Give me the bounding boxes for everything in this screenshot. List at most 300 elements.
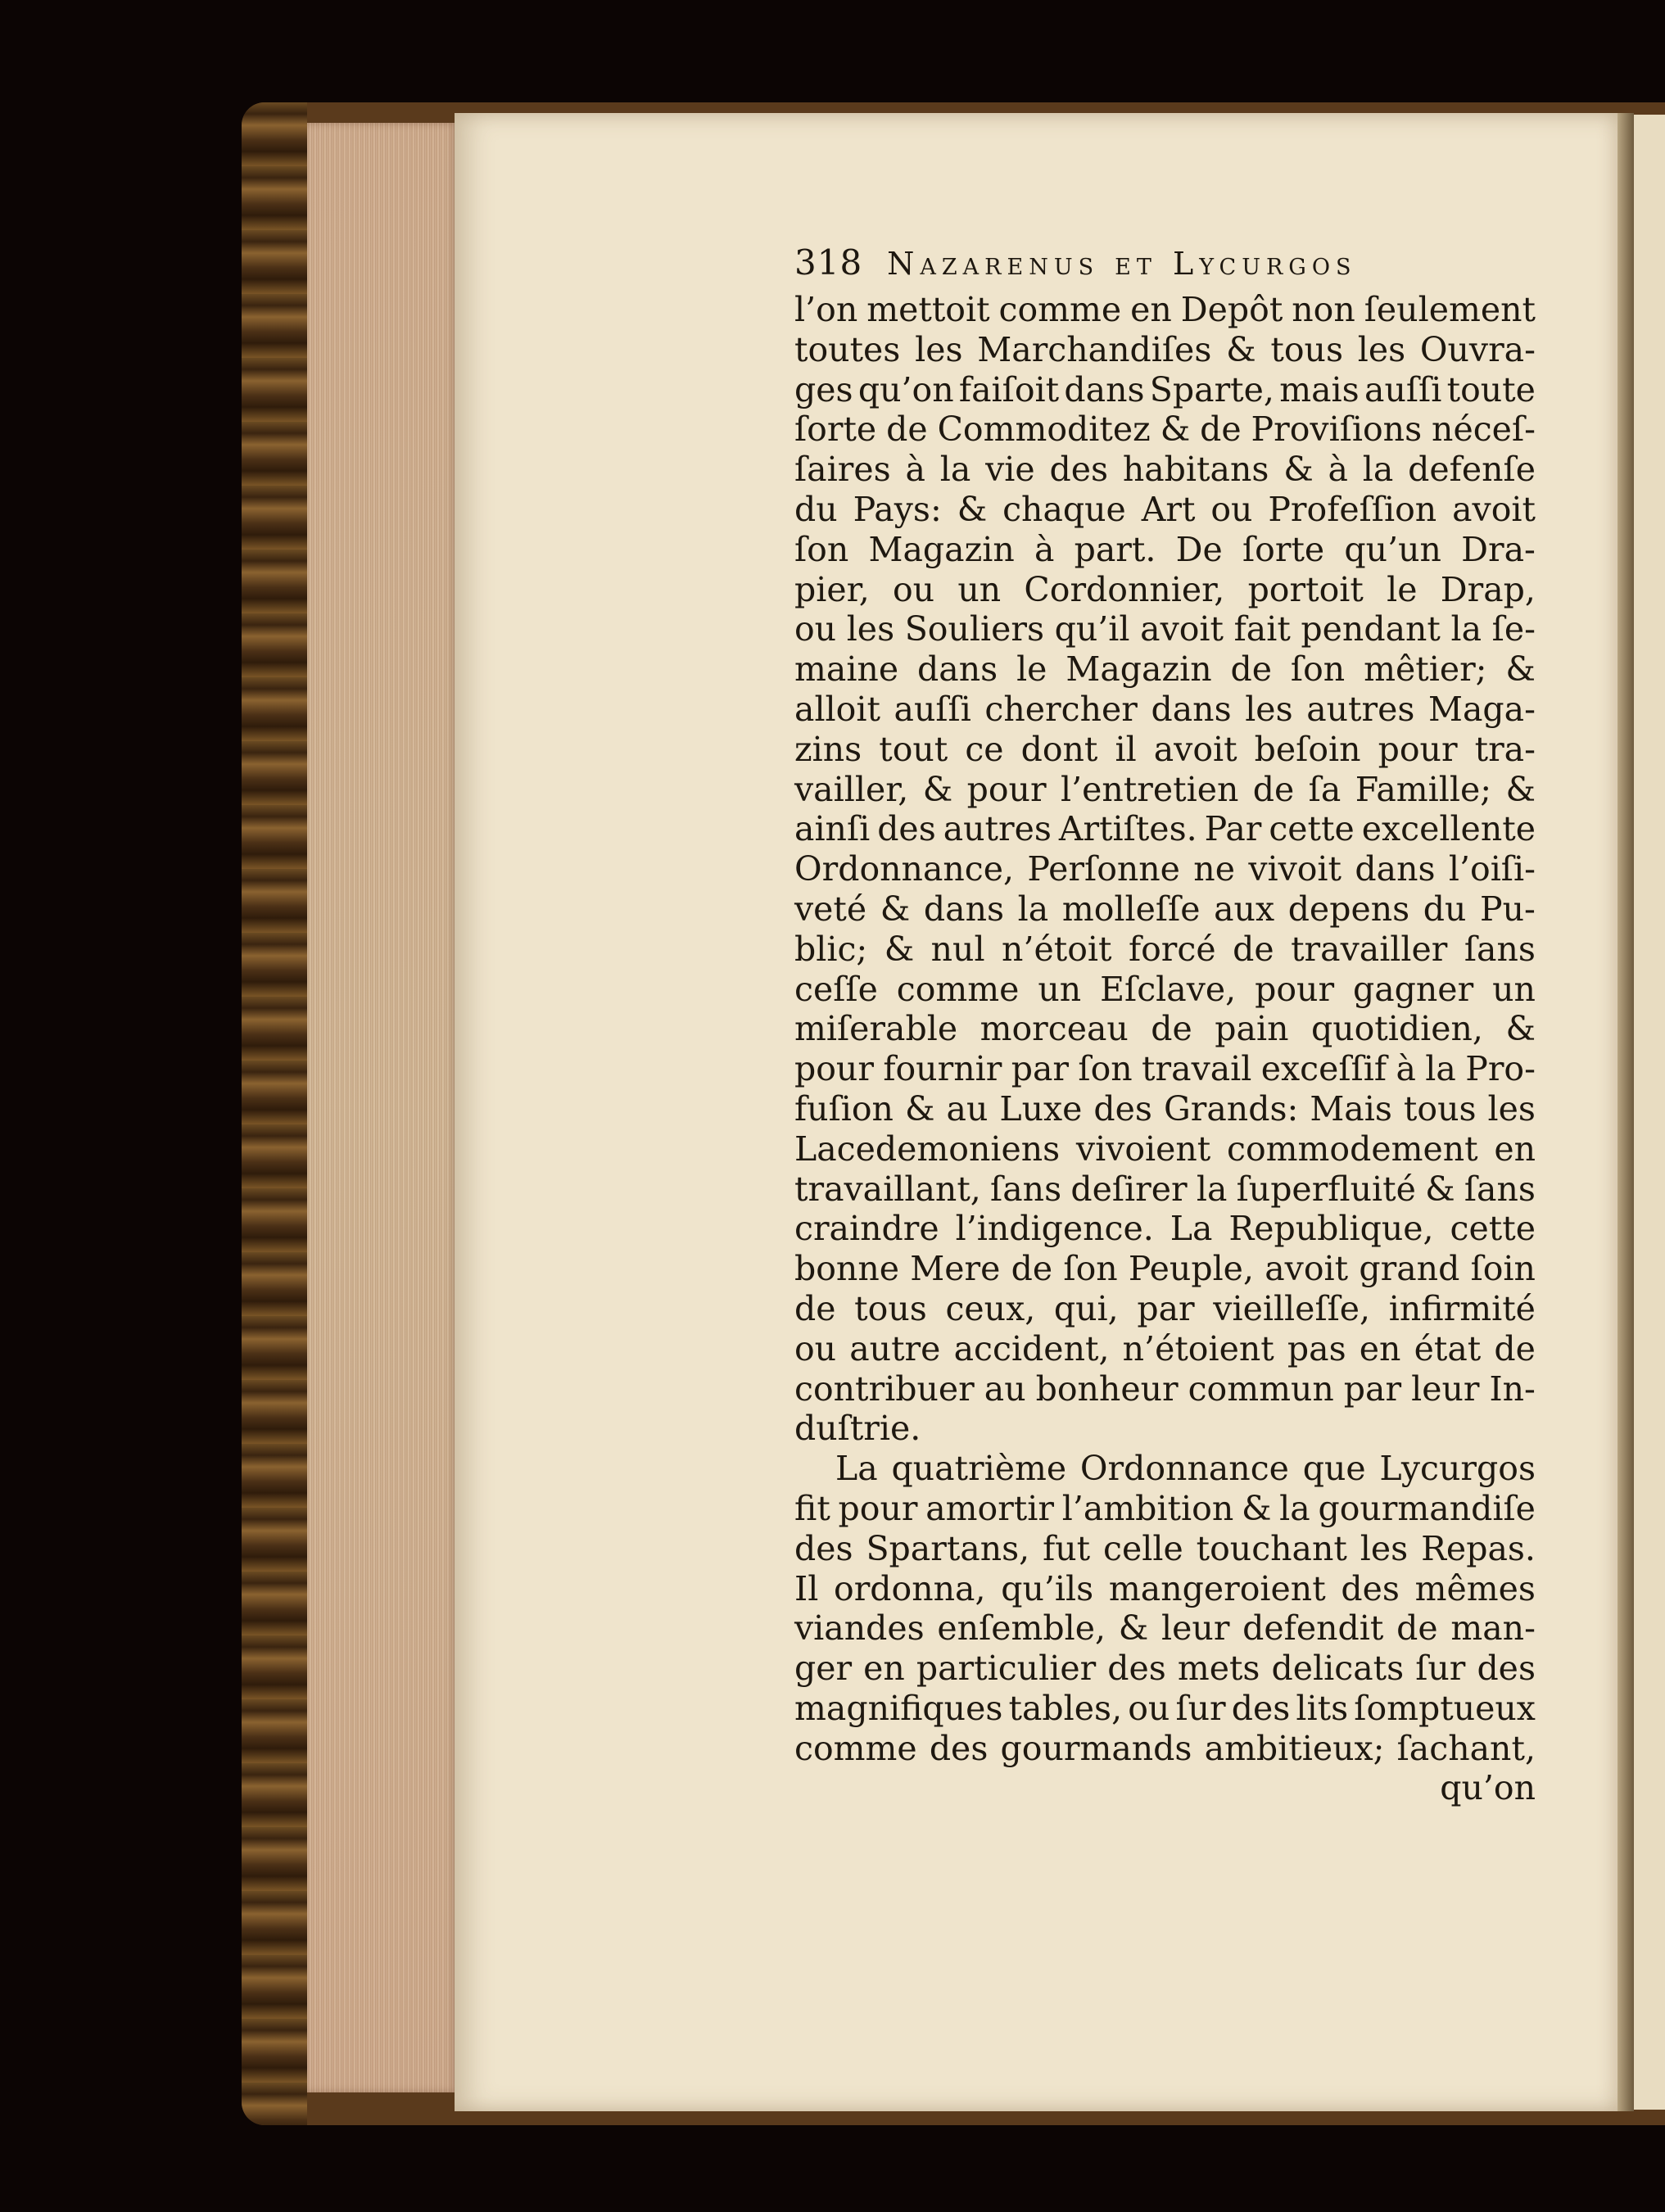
word: de [794,1288,836,1328]
word: ſe- [1491,609,1536,649]
word: dans [1355,849,1436,889]
word: l’entretien [1060,769,1239,809]
word: fuſion [794,1088,894,1129]
word: les [1245,689,1293,729]
word: comme [998,290,1122,329]
word: ſorte [1242,529,1325,569]
text-line [794,1289,1536,1329]
word: ſaires [794,450,891,490]
word: mêmes [1414,1568,1536,1608]
word: comme [896,969,1020,1009]
word: & [1241,1488,1272,1528]
word: magnifiques [794,1688,1003,1728]
word: par [1011,1049,1069,1089]
text-line [794,889,1536,930]
word: en [1359,1328,1401,1368]
word: des [1341,1568,1400,1608]
word: Artiſtes. [1058,809,1197,849]
word: la [1425,1049,1456,1089]
word: & [922,769,953,809]
page-text [794,242,1536,1808]
running-title: Nazarenus et Lycurgos [887,246,1357,282]
word: la [1362,450,1394,490]
text-line [794,1409,1536,1449]
word: pour [966,769,1047,809]
word: part. [1074,529,1156,569]
word: Profeſſion [1268,489,1437,529]
word: l’on [794,290,858,329]
word: depens [1287,889,1410,929]
word: gourmandiſe [1318,1488,1536,1528]
word: & [1505,649,1536,690]
word: commun [1188,1368,1334,1409]
word: duſtrie. [794,1409,921,1449]
word: du [794,489,838,529]
text-line [794,1209,1536,1249]
word: qui, [1053,1288,1119,1328]
text-line [794,1249,1536,1289]
word: Pro- [1465,1049,1536,1089]
word: au [984,1368,1026,1409]
word: mets [1177,1649,1260,1689]
word: de [886,409,928,450]
word: ſachant, [1396,1728,1536,1768]
word: Peuple, [1128,1249,1254,1289]
word: la [1196,1169,1228,1209]
word: & [1505,769,1536,809]
word: Ouvra- [1419,329,1536,369]
word: à [1328,450,1348,490]
word: De [1175,529,1223,569]
word: Eſclave, [1100,969,1237,1009]
word: leur [1161,1608,1230,1649]
word: pain [1215,1009,1289,1049]
word: faiſoit [958,369,1060,409]
word: beſoin [1254,729,1361,769]
word: tous [854,1288,927,1328]
word: alloit [794,689,880,729]
word: Ordonnance, [794,849,1015,889]
word: tables, [1008,1688,1123,1728]
word: qu’ils [1001,1568,1094,1608]
word: Sparte, [1149,369,1274,409]
word: du [1423,889,1467,929]
word: qu’un [1344,529,1441,569]
word: ceſſe [794,969,878,1009]
word: ſur [1175,1688,1226,1728]
word: pas [1287,1328,1346,1368]
word: ou [794,1328,837,1368]
text-line [794,1009,1536,1049]
word: dans [917,649,998,690]
word: portoit [1247,569,1364,609]
text-line [794,1569,1536,1609]
text-line [794,970,1536,1010]
word: craindre [794,1209,939,1249]
word: Luxe [999,1088,1083,1129]
word: néceſ- [1432,409,1536,450]
word: chaque [1002,489,1126,529]
word: des [1093,1088,1152,1129]
page-number: 318 [794,242,863,283]
word: Drap, [1440,569,1536,609]
word: & [884,929,915,969]
word: quotidien, [1310,1009,1483,1049]
word: ſans [1464,929,1536,969]
word: ſa [1308,769,1342,809]
word: particulier [916,1649,1097,1689]
word: ger [794,1649,853,1689]
word: ſorte [794,409,877,450]
word: toute [1446,369,1536,409]
word: en [1494,1129,1536,1169]
word: l’indigence. [955,1209,1154,1249]
word: vailler, [794,769,909,809]
word: Repas. [1421,1528,1536,1568]
word: pour [794,1049,874,1089]
word: Magazin [1066,649,1212,690]
text-line [794,409,1536,450]
word: des [877,809,936,849]
word: de [1230,649,1273,690]
word: fut [1043,1528,1091,1568]
word: ſon [794,529,849,569]
word: contribuer [794,1368,975,1409]
word: & [1226,329,1256,369]
word: à [1034,529,1055,569]
text-line [794,570,1536,610]
word: par [1137,1288,1195,1328]
text-line [794,490,1536,530]
marbled-cover-edge [242,102,307,2125]
word: avoit [1452,489,1536,529]
word: de [1494,1328,1536,1368]
word: il [1115,729,1137,769]
word: la [939,450,971,490]
page-edges [307,123,459,2092]
word: le [1016,649,1047,690]
text-line [794,1608,1536,1649]
word: habitans [1122,450,1269,490]
word: quatrième [891,1449,1067,1489]
word: vieilleſſe, [1213,1288,1371,1328]
word: pour [838,1488,918,1528]
word: Il [794,1568,819,1608]
word: tout [879,729,948,769]
word: dans [923,889,1005,929]
text-line [794,1529,1536,1569]
word: travail [1142,1049,1252,1089]
word: l’ambition [1061,1488,1234,1528]
word: autres [943,809,1052,849]
word: molleſſe [1061,889,1201,929]
word: ſans [1464,1169,1536,1209]
word: & [904,1088,935,1129]
word: ſomptueux [1354,1688,1536,1728]
word: ceux, [945,1288,1036,1328]
word: veté [794,889,867,929]
word: tous [1270,329,1343,369]
word: état [1414,1328,1482,1368]
word: deſirer [1070,1169,1188,1209]
word: pour [1378,729,1458,769]
text-line [794,1329,1536,1369]
word: ſuperfluité [1236,1169,1416,1209]
word: ainſi [794,809,871,849]
word: dans [1151,689,1232,729]
word: blic; [794,929,868,969]
text-line [794,1089,1536,1129]
word: dont [1020,729,1098,769]
word: commodement [1227,1129,1478,1169]
word: autre [849,1328,941,1368]
word: en [863,1649,905,1689]
word: en [1130,290,1172,329]
word: infirmité [1388,1288,1536,1328]
word: ou [893,569,935,609]
text-line [794,649,1536,690]
word: Art [1141,489,1196,529]
word: vivoit [1248,849,1342,889]
word: chercher [984,689,1138,729]
text-line [794,1449,1536,1489]
word: de [1233,929,1274,969]
word: toutes [794,329,901,369]
word: Spartans, [866,1528,1030,1568]
word: & [880,889,911,929]
word: & [1505,1009,1536,1049]
word: man- [1450,1608,1536,1649]
text-line [794,1489,1536,1529]
word: n’étoit [1002,929,1112,969]
word: des [1049,450,1109,490]
word: n’étoient [1122,1328,1274,1368]
word: amortir [925,1488,1054,1528]
word: cette [1269,809,1355,849]
word: tra- [1474,729,1536,769]
word: fait [1233,609,1291,649]
word: ſon [1063,1249,1118,1289]
word: à [905,450,925,490]
word: l’oiſi- [1448,849,1536,889]
word: Lacedemoniens [794,1129,1061,1169]
word: pier, [794,569,870,609]
word: Souliers [904,609,1045,649]
word: exceſſif [1260,1049,1387,1089]
word: les [1487,1088,1536,1129]
word: ce [965,729,1004,769]
word: de [1151,1009,1192,1049]
text-line [794,809,1536,849]
text-line [794,1129,1536,1169]
word: tous [1403,1088,1477,1129]
word: Pu- [1480,889,1536,929]
word: la [1017,889,1049,929]
word: pendant [1301,609,1441,649]
word: mettoit [866,290,990,329]
word: les [846,609,895,649]
word: celle [1103,1528,1183,1568]
word: leur [1411,1368,1480,1409]
word: fournir [883,1049,1002,1089]
word: Marchandiſes [977,329,1212,369]
word: La [835,1449,878,1489]
word: & [957,489,988,529]
word: Commoditez [937,409,1151,450]
word: la [1450,609,1482,649]
word: auſſi [1364,369,1442,409]
word: In- [1489,1368,1536,1409]
word: un [1038,969,1082,1009]
word: ſon [1078,1049,1133,1089]
word: & [1160,409,1191,450]
word: Par [1204,809,1262,849]
word: de [1011,1249,1053,1289]
text-line [794,1649,1536,1689]
word: Grands: [1164,1088,1299,1129]
word: Mais [1310,1088,1392,1129]
word: des [1107,1649,1166,1689]
word: defendit [1242,1608,1384,1649]
word: fit [794,1488,830,1528]
word: les [1360,1528,1409,1568]
word: que [1302,1449,1366,1489]
word: delicats [1271,1649,1405,1689]
word: zins [794,729,862,769]
text-line [794,1689,1536,1729]
text-line [794,1049,1536,1089]
word: un [1492,969,1536,1009]
word: de [1200,409,1242,450]
word: ou [794,609,837,649]
facing-page-edge [1634,115,1665,2110]
word: dans [1064,369,1145,409]
word: avoit [1265,1249,1349,1289]
word: ſoin [1470,1249,1536,1289]
word: ou [1128,1688,1170,1728]
word: un [957,569,1002,609]
word: viandes [794,1608,925,1649]
word: qu’il [1054,609,1130,649]
word: lits [1296,1688,1349,1728]
text-line [794,1729,1536,1769]
word: defenſe [1408,450,1536,490]
word: ſur [1415,1649,1466,1689]
word: comme [794,1728,917,1768]
book-gutter [1617,113,1634,2111]
text-line [794,770,1536,810]
word: des [794,1528,853,1568]
word: à [1396,1049,1416,1089]
word: aux [1214,889,1275,929]
word: au [946,1088,989,1129]
word: & [1425,1169,1455,1209]
text-line [794,849,1536,889]
word: La [1170,1209,1213,1249]
word: de [1252,769,1295,809]
word: travailler [1291,929,1448,969]
word: Perſonne [1027,849,1180,889]
word: mêtier; [1364,649,1487,690]
word: autres [1306,689,1415,729]
word: le [1387,569,1418,609]
word: Proviſions [1251,409,1423,450]
word: ſeulement [1364,290,1536,329]
word: Mere [910,1249,1001,1289]
word: Lycurgos [1379,1449,1536,1489]
word: accident, [953,1328,1110,1368]
word: ſon [1290,649,1346,690]
word: des [1231,1688,1291,1728]
word: maine [794,649,899,690]
word: auſſi [894,689,971,729]
word: Republique, [1228,1209,1434,1249]
word: cette [1450,1209,1536,1249]
text-line [794,330,1536,370]
word: Famille; [1355,769,1492,809]
word: & [1118,1608,1149,1649]
word: avoit [1140,609,1224,649]
catchword: qu’on [1440,1768,1536,1808]
word: Maga- [1428,689,1536,729]
word: & [1283,450,1314,490]
text-line [794,690,1536,730]
word: nul [930,929,985,969]
word: de [1396,1608,1438,1649]
word: enſemble, [937,1608,1106,1649]
word: forcé [1128,929,1216,969]
text-line [794,609,1536,649]
word: Cordonnier, [1024,569,1225,609]
word: vie [985,450,1035,490]
text-line [794,930,1536,970]
text-line [794,730,1536,770]
text-line [794,450,1536,490]
text-line [794,290,1536,330]
body-text [794,290,1536,1768]
text-line [794,1369,1536,1409]
word: des [1477,1649,1536,1689]
word: travaillant, [794,1169,981,1209]
word: gagner [1352,969,1474,1009]
word: ambitieux; [1204,1728,1385,1768]
word: vivoient [1075,1129,1211,1169]
word: avoit [1153,729,1237,769]
word: par [1343,1368,1402,1409]
word: gourmands [1000,1728,1192,1768]
word: morceau [980,1009,1129,1049]
word: des [929,1728,989,1768]
word: bonheur [1035,1368,1179,1409]
word: miſerable [794,1009,958,1049]
text-line [794,530,1536,570]
word: pour [1255,969,1335,1009]
word: Magazin [868,529,1015,569]
word: les [915,329,963,369]
word: non [1292,290,1355,329]
word: Ordonnance [1079,1449,1289,1489]
running-head [794,242,1536,290]
text-line [794,1169,1536,1210]
word: excellente [1361,809,1536,849]
word: Pays: [853,489,942,529]
word: grand [1359,1249,1460,1289]
word: Depôt [1180,290,1283,329]
word: bonne [794,1249,900,1289]
word: mangeroient [1108,1568,1326,1608]
word: ne [1193,849,1235,889]
word: qu’on [857,369,954,409]
